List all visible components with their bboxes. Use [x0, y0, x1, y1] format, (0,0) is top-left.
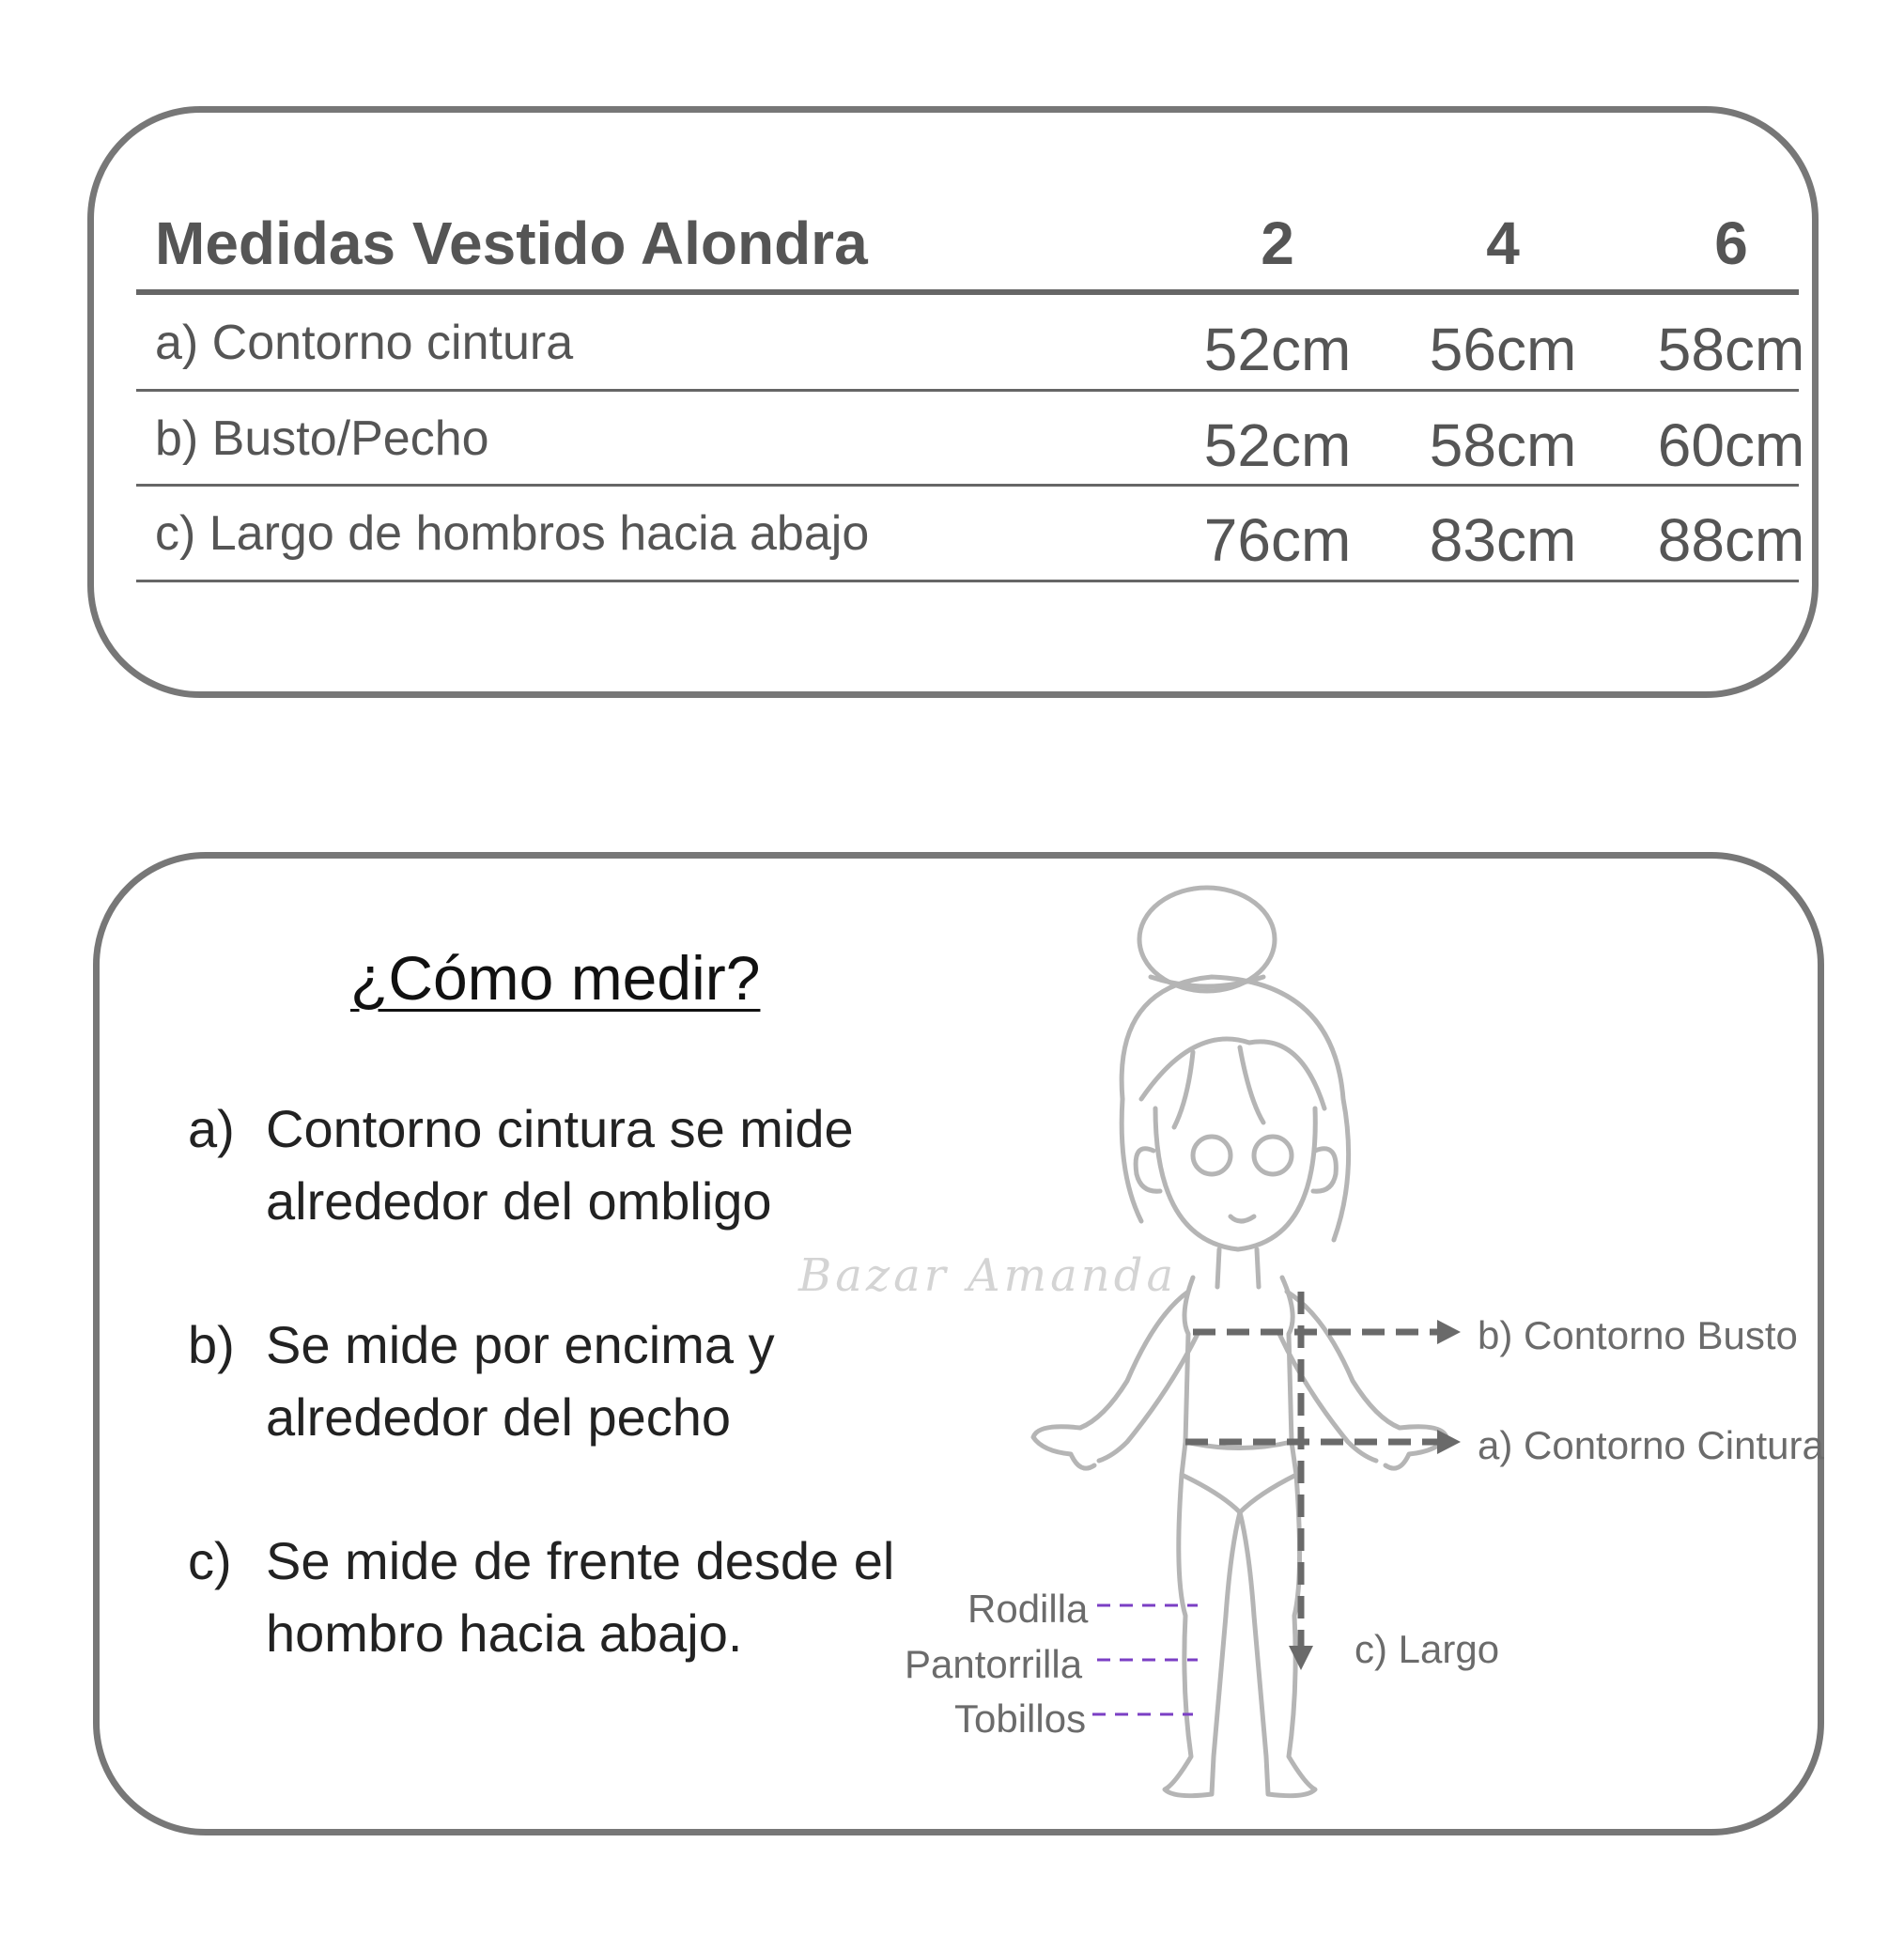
watermark-text: Bazar Amanda	[798, 1249, 1178, 1302]
size-header-4: 4	[1486, 209, 1520, 277]
row-label-largo: c) Largo de hombros hacia abajo	[155, 506, 870, 561]
label-tobillos: Tobillos	[954, 1696, 1087, 1741]
step-marker: a)	[188, 1099, 235, 1158]
table-cell: 52cm	[1203, 316, 1352, 383]
table-cell: 83cm	[1429, 506, 1577, 574]
row-label-cintura: a) Contorno cintura	[155, 316, 574, 370]
step-text-line: Se mide por encima y	[266, 1315, 775, 1374]
label-rodilla: Rodilla	[967, 1587, 1089, 1631]
label-contorno-cintura: a) Contorno Cintura	[1478, 1423, 1824, 1467]
label-largo: c) Largo	[1354, 1627, 1500, 1671]
step-marker: b)	[188, 1315, 235, 1374]
label-pantorrilla: Pantorrilla	[905, 1642, 1083, 1686]
step-text-line: alrededor del ombligo	[266, 1171, 772, 1231]
table-cell: 58cm	[1429, 411, 1577, 479]
table-cell: 88cm	[1657, 506, 1805, 574]
table-cell: 60cm	[1657, 411, 1805, 479]
step-text-line: Contorno cintura se mide	[266, 1099, 854, 1158]
table-cell: 56cm	[1429, 316, 1577, 383]
size-header-6: 6	[1714, 209, 1748, 277]
step-text-line: hombro hacia abajo.	[266, 1603, 743, 1663]
label-contorno-busto: b) Contorno Busto	[1478, 1313, 1798, 1357]
size-table-title: Medidas Vestido Alondra	[155, 209, 868, 277]
step-text-line: Se mide de frente desde el	[266, 1531, 895, 1590]
step-text-line: alrededor del pecho	[266, 1387, 732, 1447]
step-marker: c)	[188, 1531, 232, 1590]
table-cell: 76cm	[1203, 506, 1352, 574]
table-cell: 52cm	[1203, 411, 1352, 479]
size-header-2: 2	[1261, 209, 1294, 277]
table-cell: 58cm	[1657, 316, 1805, 383]
row-label-busto: b) Busto/Pecho	[155, 411, 489, 466]
how-to-measure-title: ¿Cómo medir?	[350, 943, 761, 1013]
